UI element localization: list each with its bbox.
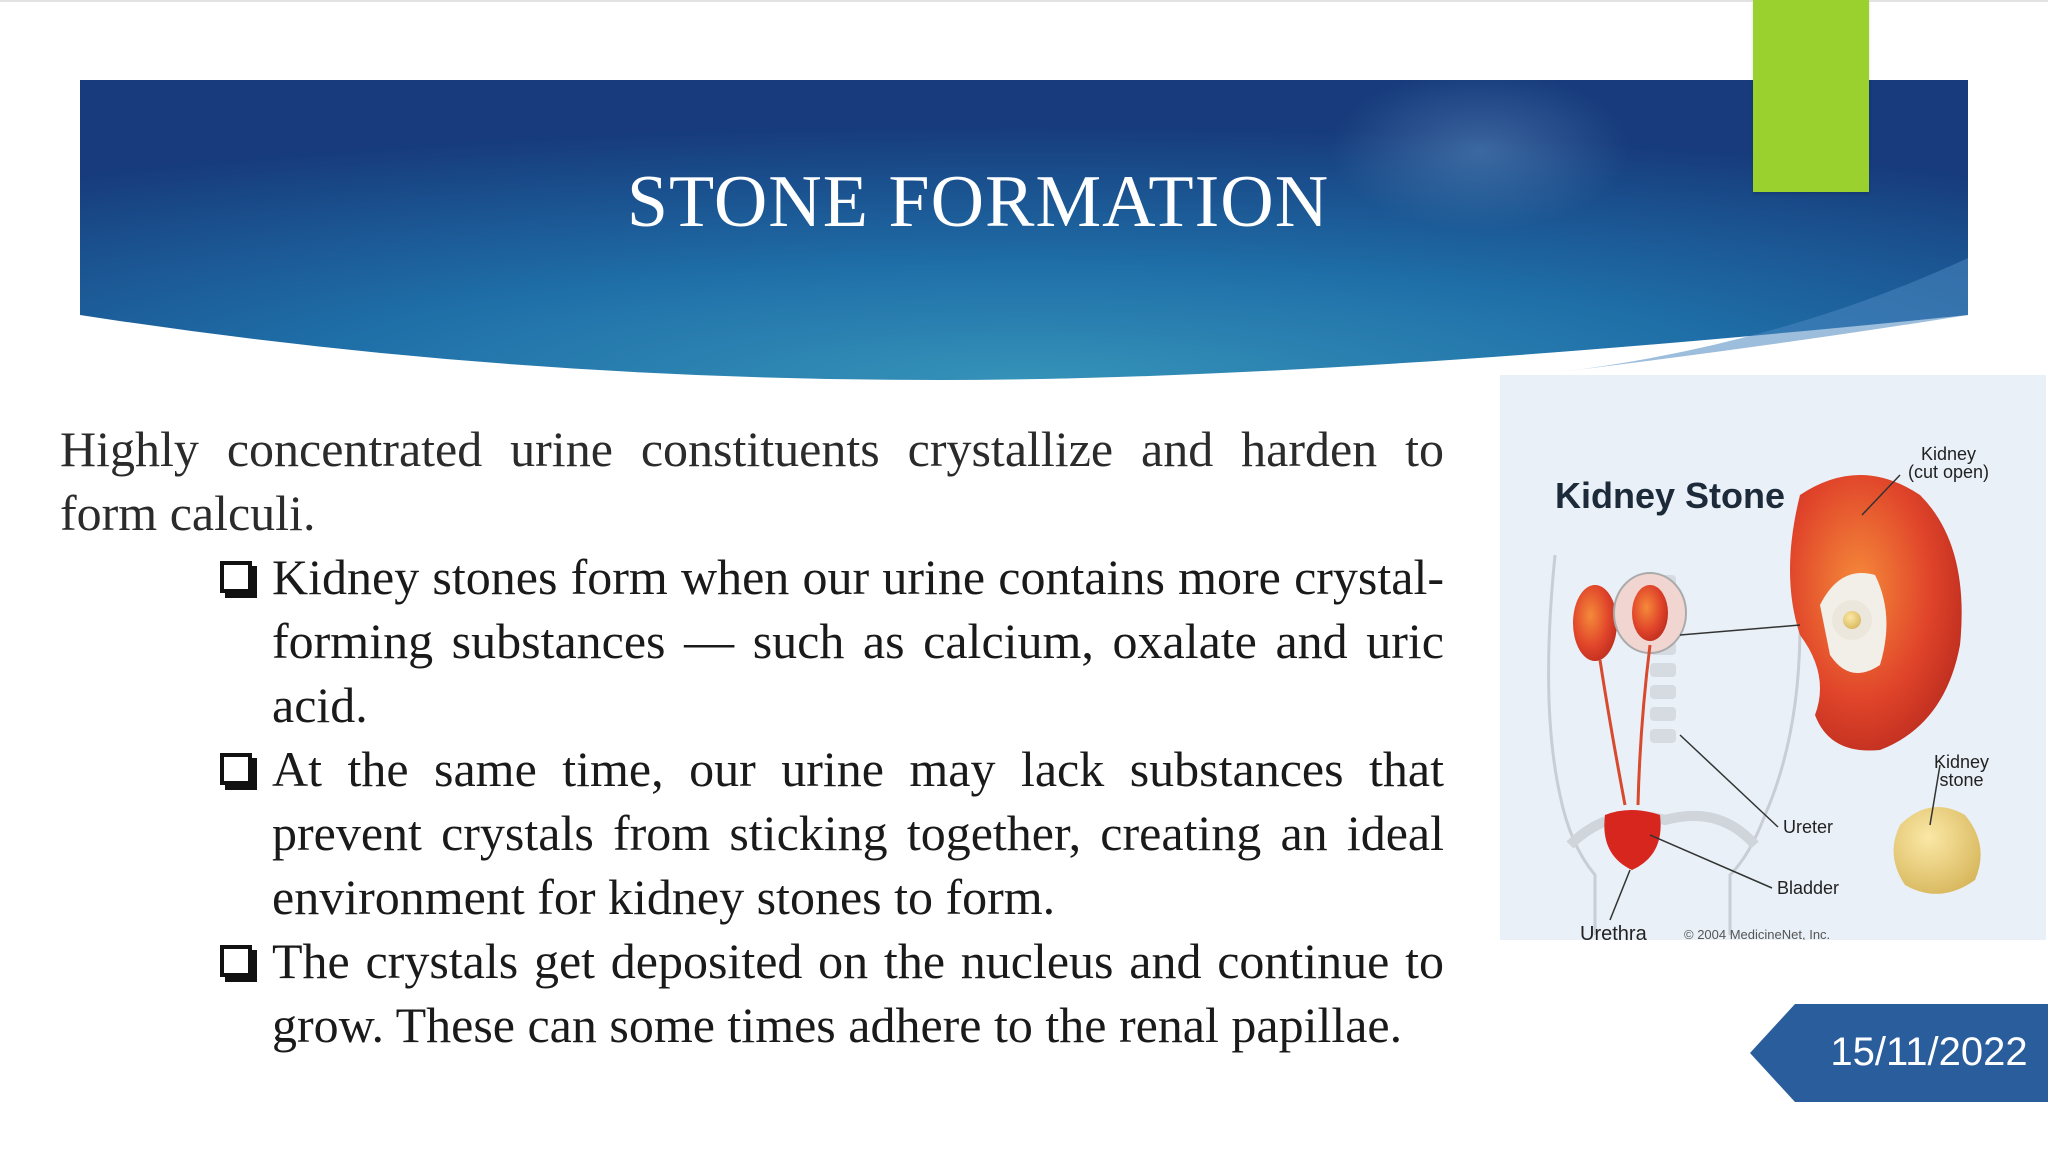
label-urethra: Urethra <box>1580 923 1647 940</box>
checkbox-bullet-icon <box>220 561 252 593</box>
kidney-stone-illustration <box>1500 375 2046 940</box>
bullet-list <box>218 545 1444 1057</box>
bullet-text: Kidney stones form when our urine contains more crystal- forming substances — such as calcium, oxalate and uric acid. <box>272 549 1444 733</box>
label-kidney-cut-open: Kidney (cut open) <box>1908 444 1990 482</box>
slide-title: STONE FORMATION <box>626 161 1330 243</box>
date-tag <box>1750 1004 2048 1102</box>
accent-tab <box>1753 0 1869 192</box>
label-ureter: Ureter <box>1783 817 1834 837</box>
checkbox-bullet-icon <box>220 753 252 785</box>
bullet-item <box>218 737 1444 929</box>
figure-title: Kidney Stone <box>1555 475 1786 516</box>
figure-copyright: © 2004 MedicineNet, Inc. <box>1684 927 1831 940</box>
bullet-item <box>218 929 1444 1057</box>
slide-date: 15/11/2022 <box>1830 1030 2028 1074</box>
bullet-text: At the same time, our urine may lack substances that prevent crystals from sticking together, creating an ideal environment for kidney stones to form. <box>272 741 1444 925</box>
top-border <box>0 0 2048 2</box>
intro-paragraph: Highly concentrated urine constituents crystallize and harden to form calculi. <box>60 421 1444 541</box>
label-kidney-stone: Kidney stone <box>1934 752 1990 790</box>
checkbox-bullet-icon <box>220 945 252 977</box>
label-bladder: Bladder <box>1777 878 1840 898</box>
bullet-item <box>218 545 1444 737</box>
bullet-text: The crystals get deposited on the nucleus and continue to grow. These can some times adhere to the renal papillae. <box>272 933 1444 1053</box>
